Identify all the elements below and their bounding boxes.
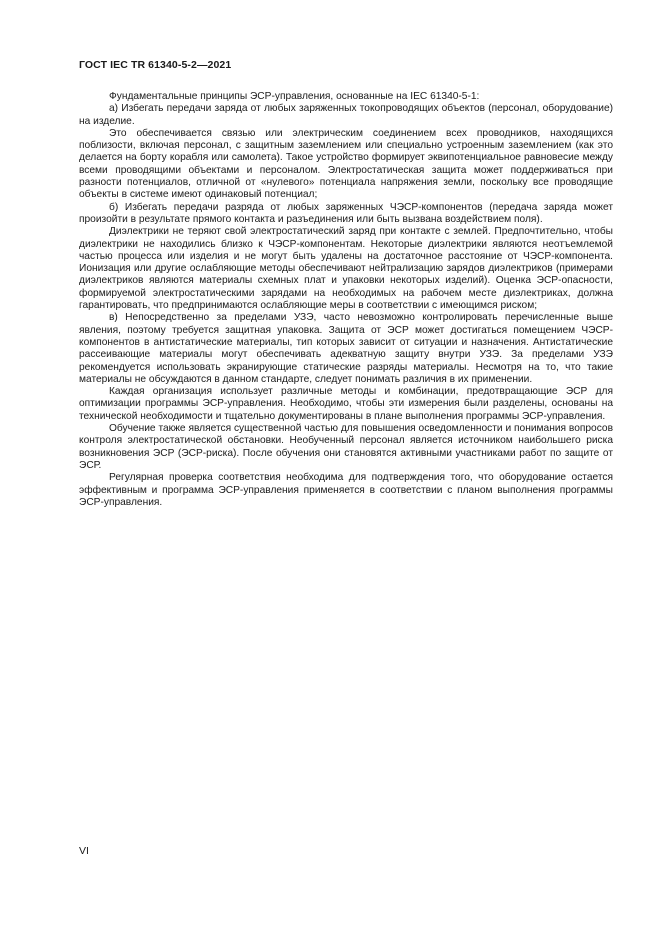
paragraph-organization: Каждая организация использует различные методы и комбинации, предотвращающие ЭСР для оптимизации программы ЭСР-управления. Необходимо, чтобы эти измерения были разделены, основаны на технической необходимости и тщательно документированы в плане выполнения программы ЭСР-управления.	[79, 386, 613, 422]
document-body	[79, 91, 613, 509]
paragraph-compliance: Регулярная проверка соответствия необходима для подтверждения того, что оборудование остается эффективным и программа ЭСР-управления применяется в соответствии с планом выполнения программы ЭСР-управления.	[79, 472, 613, 508]
paragraph-item-a-detail: Это обеспечивается связью или электрическим соединением всех проводников, находящихся поблизости, включая персонал, с защитным заземлением или специально устроенным заземлением (как это делается на борту корабля или самолета). Такое устройство формирует эквипотенциальное равновесие между всеми проводящими объектами и персоналом. Электростатическая защита может поддерживаться при разности потенциалов, отличной от «нулевого» потенциала напряжения земли, поскольку все проводящие объекты в системе имеют одинаковый потенциал;	[79, 127, 613, 201]
paragraph-item-a: а) Избегать передачи заряда от любых заряженных токопроводящих объектов (персонал, оборудование) на изделие.	[79, 103, 613, 127]
paragraph-item-b: б) Избегать передачи разряда от любых заряженных ЧЭСР-компонентов (передача заряда может произойти в результате прямого контакта и разъединения или быть вызвана воздействием поля).	[79, 201, 613, 225]
document-header: ГОСТ IEC TR 61340-5-2—2021	[79, 59, 232, 71]
paragraph-training: Обучение также является существенной частью для повышения осведомленности и понимания вопросов контроля электростатической обстановки. Необученный персонал является источником наибольшего риска возникновения ЭСР (ЭСР-риска). После обучения они становятся активными участниками работ по защите от ЭСР.	[79, 423, 613, 471]
paragraph-item-b-detail: Диэлектрики не теряют свой электростатический заряд при контакте с землей. Предпочтительно, чтобы диэлектрики не находились близко к ЧЭСР-компонентам. Некоторые диэлектрики являются неотъемлемой частью процесса или изделия и не могут быть удалены на достаточное расстояние от ЧЭСР-компонента. Ионизация или другие ослабляющие методы обеспечивают нейтрализацию зарядов диэлектриков (примерами диэлектриков являются материалы схемных плат и упаковки некоторых изделий). Оценка ЭСР-опасности, формируемой электростатическими зарядами на необходимых на рабочем месте диэлектриках, должна гарантировать, что предпринимаются ослабляющие меры в соответствии с имеющимся риском;	[79, 226, 613, 312]
paragraph-item-c: в) Непосредственно за пределами УЗЭ, часто невозможно контролировать перечисленные выше явления, поэтому требуется защитная упаковка. Защита от ЭСР может достигаться помещением ЧЭСР-компонентов в антистатические материалы, тип которых зависит от ситуации и назначения. Антистатические рассеивающие материалы могут обеспечивать адекватную защиту внутри УЗЭ. За пределами УЗЭ рекомендуется использовать экранирующие статические разряды материалы. Несмотря на то, что такие материалы не обсуждаются в данном стандарте, следует понимать различия в их применении.	[79, 312, 613, 385]
page-number: VI	[79, 845, 89, 857]
paragraph-intro: Фундаментальные принципы ЭСР-управления, основанные на IEC 61340-5-1:	[109, 91, 480, 102]
